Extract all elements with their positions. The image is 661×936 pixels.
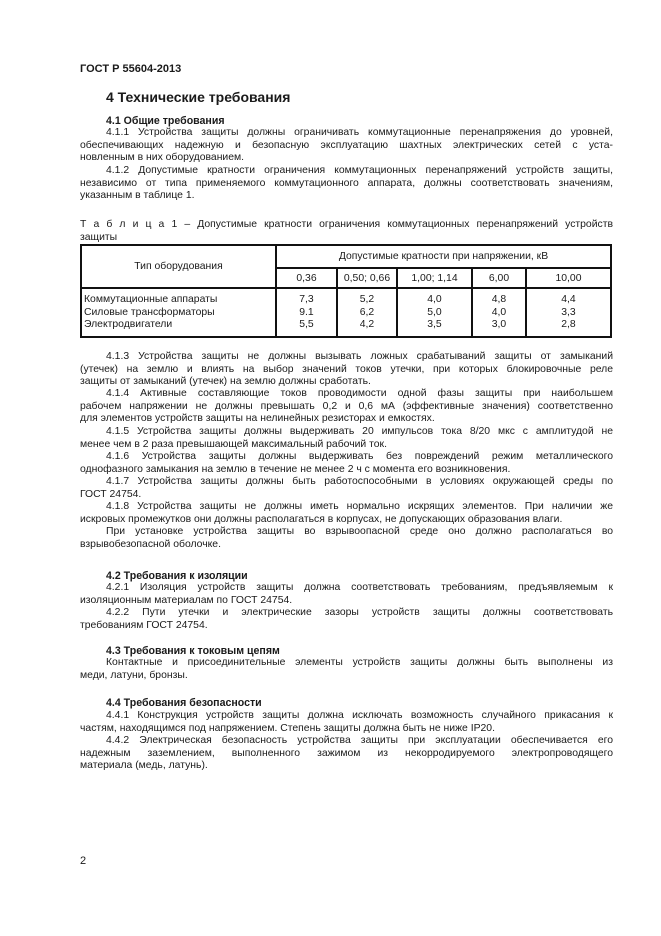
text-line: материала (медь, латунь). [80, 760, 208, 771]
text-line: для элементов устройств защиты на нелинейных резисторах и емкостях. [80, 413, 435, 424]
paragraph [80, 476, 613, 501]
text-line: 4.1.2 Допустимые кратности ограничения коммутационных перенапряжений устройств защиты, [106, 165, 613, 176]
text-line: обеспечивающих надежную и безопасную эксплуатацию шахтных электрических сетей с уста- [80, 139, 613, 151]
paragraph [80, 607, 613, 632]
value-cell: 4,8 [472, 288, 526, 307]
text-line: независимо от типа применяемого коммутационного аппарата, должны соответствовать значениям, [80, 177, 613, 189]
text-line: требованиям ГОСТ 24754. [80, 619, 208, 631]
table-row [81, 288, 611, 307]
subsection-heading: 4.3 Требования к токовым цепям [106, 645, 280, 657]
text-line: взрывобезопасной оболочке. [80, 538, 221, 550]
value-cell: 3,5 [397, 319, 472, 337]
value-cell: 6,2 [337, 307, 397, 320]
text-line: (утечек) на землю и влиять на выбор значений токов утечки, при которых блокировочные реле [80, 363, 613, 375]
value-cell: 9.1 [276, 307, 337, 320]
text-line: указанным в таблице 1. [80, 190, 195, 201]
paragraph [80, 501, 613, 526]
text-line: изоляционным материалам по ГОСТ 24754. [80, 594, 293, 606]
text-line: искровых промежутков они должны располагаться в корпусах, не допускающих образования влаги. [80, 513, 563, 525]
value-cell: 5,0 [397, 307, 472, 320]
value-cell: 5,5 [276, 319, 337, 337]
text-line: 4.1.4 Активные составляющие токов проводимости одной фазы защиты при наибольшем [106, 388, 613, 399]
paragraph [80, 657, 613, 682]
table-row [81, 307, 611, 320]
value-cell: 3,3 [526, 307, 611, 320]
text-line: 4.1.5 Устройства защиты должны выдерживать 20 импульсов тока 8/20 мкс с амплитудой не [106, 426, 613, 437]
value-cell: 4,2 [337, 319, 397, 337]
equipment-name-cell: Силовые трансформаторы [81, 307, 276, 320]
value-cell: 7,3 [276, 288, 337, 307]
text-line: 4.1.1 Устройства защиты должны ограничивать коммутационные перенапряжения до уровней, [106, 127, 613, 138]
voltage-header: 6,00 [472, 268, 526, 288]
text-line: менее чем в 2 раза превышающей максимальный рабочий ток. [80, 438, 387, 450]
table-1 [80, 244, 612, 338]
paragraph [80, 127, 613, 165]
text-line: надежным заземлением, выполненного зажимом из некорродируемого электропроводящего [80, 747, 613, 759]
text-line: защиты от замыканий (утечек) на землю должны сработать. [80, 376, 371, 387]
text-line: рабочем напряжении не должны превышать 0,2 и 0,6 мА (эффективные значения) соответственно [80, 400, 613, 412]
value-cell: 4,0 [397, 288, 472, 307]
paragraph [80, 735, 613, 773]
text-line: ГОСТ 24754. [80, 488, 142, 500]
text-line: 4.1.7 Устройства защиты должны быть работоспособными в условиях окружающей среды по [106, 476, 613, 487]
column-header-equipment-type: Тип оборудования [81, 245, 276, 288]
text-line: 4.2.2 Пути утечки и электрические зазоры устройств защиты должны соответствовать [106, 607, 613, 618]
voltage-header: 1,00; 1,14 [397, 268, 472, 288]
section-title: 4 Технические требования [106, 89, 291, 105]
text-line: частям, находящимся под напряжением. Степень защиты должна быть не ниже IP20. [80, 722, 495, 734]
paragraph [80, 710, 613, 735]
text-line: 4.4.1 Конструкция устройств защиты должна исключать возможность случайного прикасания к [106, 710, 613, 721]
document-header: ГОСТ Р 55604-2013 [80, 63, 182, 75]
subsection-heading: 4.1 Общие требования [106, 115, 225, 127]
value-cell: 3,0 [472, 319, 526, 337]
paragraph [80, 526, 613, 551]
paragraph [80, 582, 613, 607]
subsection-heading: 4.2 Требования к изоляции [106, 570, 248, 582]
voltage-header: 10,00 [526, 268, 611, 288]
subsection-heading: 4.4 Требования безопасности [106, 697, 262, 709]
text-line: новленным в них оборудованием. [80, 152, 245, 163]
text-line: Контактные и присоединительные элементы устройств защиты должны быть выполнены из [106, 657, 613, 668]
voltage-header: 0,50; 0,66 [337, 268, 397, 288]
text-line: 4.1.8 Устройства защиты не должны иметь нормально искрящих элементов. При наличии же [106, 501, 613, 512]
value-cell: 4,4 [526, 288, 611, 307]
text-line: При установке устройства защиты во взрывоопасной среде оно должно располагаться во [106, 526, 613, 537]
text-line: 4.1.6 Устройства защиты должны выдерживать без повреждений режим металлического [106, 451, 613, 462]
paragraph [80, 451, 613, 476]
paragraph [80, 351, 613, 389]
value-cell: 2,8 [526, 319, 611, 337]
paragraph [80, 426, 613, 451]
paragraph [80, 388, 613, 426]
text-line: 4.1.3 Устройства защиты не должны вызывать ложных срабатываний защиты от замыканий [106, 351, 613, 362]
text-line: однофазного замыкания на землю в течение не менее 2 ч с момента его возникновения. [80, 463, 511, 475]
paragraph [80, 165, 613, 203]
equipment-name-cell: Электродвигатели [81, 319, 276, 337]
page-number: 2 [80, 855, 87, 867]
text-line: 4.2.1 Изоляция устройств защиты должна соответствовать требованиям, предъявляемым к [106, 582, 613, 593]
column-group-header: Допустимые кратности при напряжении, кВ [276, 245, 611, 268]
table-caption: Т а б л и ц а 1 – Допустимые кратности ограничения коммутационных перенапряжений устройств защиты [80, 219, 613, 243]
text-line: 4.4.2 Электрическая безопасность устройства защиты при эксплуатации обеспечивается его [106, 735, 613, 746]
equipment-name-cell: Коммутационные аппараты [81, 288, 276, 307]
value-cell: 4,0 [472, 307, 526, 320]
text-line: меди, латуни, бронзы. [80, 669, 188, 681]
voltage-header: 0,36 [276, 268, 337, 288]
value-cell: 5,2 [337, 288, 397, 307]
table-row [81, 319, 611, 337]
